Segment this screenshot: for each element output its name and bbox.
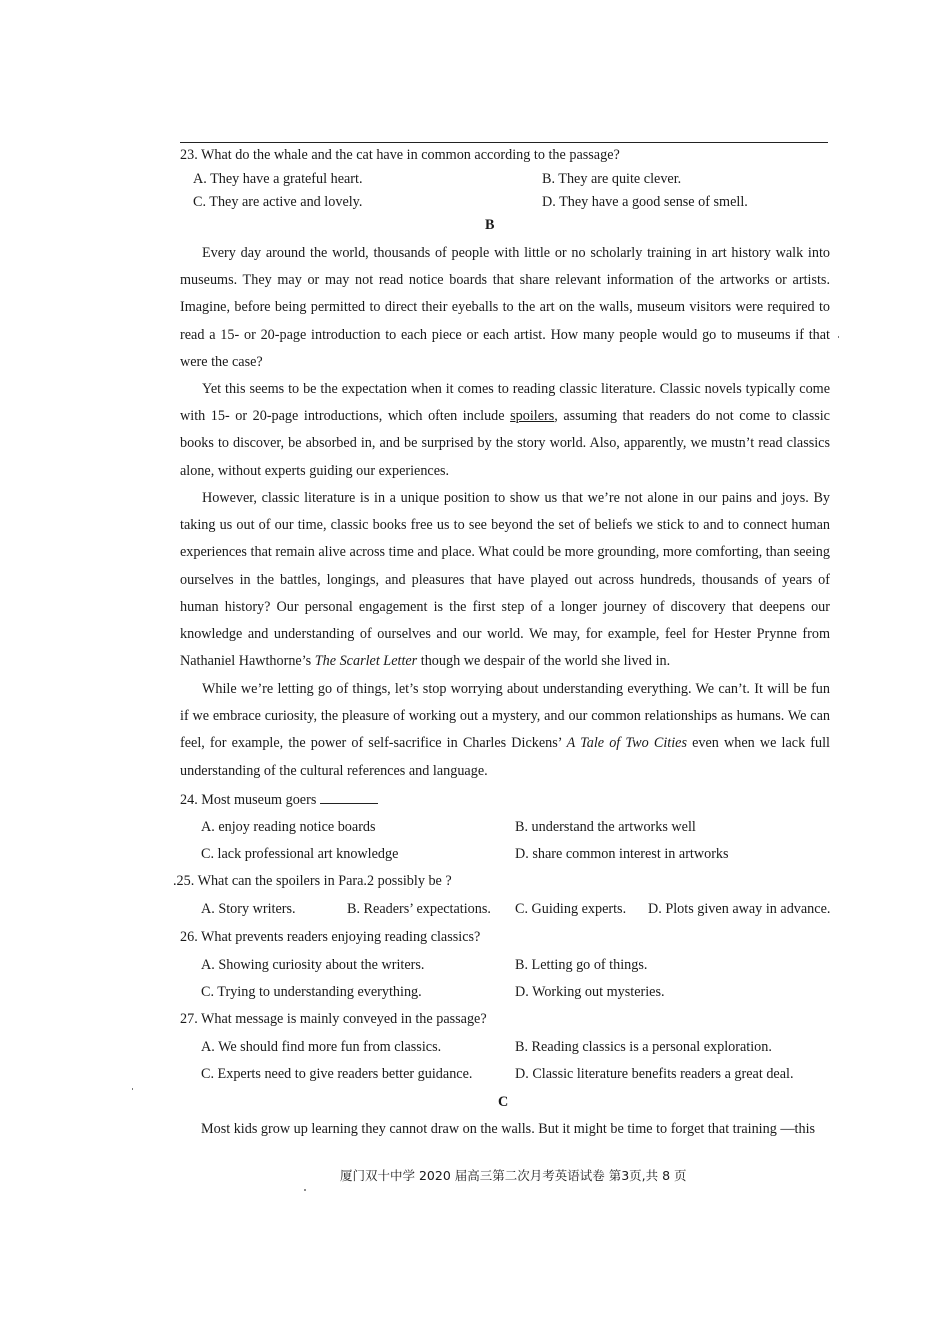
q23-stem: 23. What do the whale and the cat have in common according to the passage? — [180, 147, 620, 163]
q24-option-d: D. share common interest in artworks — [515, 846, 729, 862]
passage-b-paragraph-2-text-end: , assuming that readers do not come to classic books to discover, be absorbed in, and be surprised by the story world. Also, apparently, we mustn’t read classics alone, without experts guiding our experiences. — [180, 408, 830, 479]
passage-b-paragraph-2 — [180, 376, 830, 485]
passage-b-paragraph-3-text-end: though we despair of the world she lived in. — [417, 653, 671, 670]
q25-stem: .25. What can the spoilers in Para.2 possibly be ? — [173, 873, 452, 889]
q25-option-a: A. Story writers. — [201, 901, 296, 917]
q24-stem-text: 24. Most museum goers — [180, 792, 317, 808]
passage-b-paragraph-2-text-start: Yet this seems to be the expectation when it comes to reading classic literature. Classic novels typically come with 15- or 20-page introductions, which often include — [180, 381, 830, 425]
passage-b-paragraph-4-text-start: While we’re letting go of things, let’s stop worrying about understanding everything. We can’t. It will be fun if we embrace curiosity, the pleasure of working out a mystery, and our common relationships as humans. We can feel, for example, the power of self-sacrifice in Charles Dickens’ — [180, 681, 830, 752]
section-c-heading: C — [498, 1094, 509, 1110]
q24-option-b: B. understand the artworks well — [515, 819, 696, 835]
header-rule — [180, 142, 828, 143]
book-title-tale-of-two-cities: A Tale of Two Cities — [566, 735, 687, 752]
q23-option-b: B. They are quite clever. — [542, 171, 682, 187]
passage-b-paragraph-4 — [180, 676, 830, 785]
q23-option-d: D. They have a good sense of smell. — [542, 194, 748, 210]
passage-c-paragraph-1: Most kids grow up learning they cannot draw on the walls. But it might be time to forget that training —this — [201, 1121, 816, 1137]
scan-speck — [838, 336, 839, 338]
q23-option-a: A. They have a grateful heart. — [193, 171, 363, 187]
q23-option-c: C. They are active and lovely. — [193, 194, 363, 210]
q26-option-b: B. Letting go of things. — [515, 957, 648, 973]
q24-option-c: C. lack professional art knowledge — [201, 846, 399, 862]
section-b-heading: B — [485, 217, 495, 233]
q26-option-d: D. Working out mysteries. — [515, 984, 665, 1000]
q27-stem: 27. What message is mainly conveyed in the passage? — [180, 1011, 487, 1027]
q27-option-d: D. Classic literature benefits readers a great deal. — [515, 1066, 794, 1082]
q24-option-a: A. enjoy reading notice boards — [201, 819, 376, 835]
q27-option-b: B. Reading classics is a personal exploration. — [515, 1039, 772, 1055]
passage-b-paragraph-3-text-start: However, classic literature is in a unique position to show us that we’re not alone in our pains and joys. By taking us out of our time, classic books free us to see beyond the set of beliefs we stick to and to connect human experiences that remain alive across time and place. What could be more grounding, more comforting, than seeing ourselves in the battles, longings, and pleasures that have played out across hundreds, thousands of years of human history? Our personal engagement is the first step of a longer journey of discovery that deepens our knowledge and understanding of ourselves and our world. We may, for example, feel for Hester Prynne from Nathaniel Hawthorne’s — [180, 490, 830, 670]
answer-blank — [320, 791, 378, 804]
passage-b-paragraph-3 — [180, 485, 830, 675]
scan-speck — [132, 1088, 133, 1090]
book-title-scarlet-letter: The Scarlet Letter — [314, 653, 418, 670]
q27-option-a: A. We should find more fun from classics. — [201, 1039, 442, 1055]
passage-b-paragraph-1: Every day around the world, thousands of people with little or no scholarly training in art history walk into museums. They may or may not read notice boards that share relevant information of the artworks or artists. Imagine, before being permitted to direct their eyeballs to the art on the walls, museum visitors were required to read a 15- or 20-page introduction to each piece or each artist. How many people would go to museums if that were the case? — [180, 245, 830, 370]
q27-option-c: C. Experts need to give readers better guidance. — [201, 1066, 473, 1082]
scan-speck — [304, 1189, 306, 1191]
q26-option-c: C. Trying to understanding everything. — [201, 984, 422, 1000]
q25-option-b: B. Readers’ expectations. — [347, 901, 491, 917]
q25-option-c: C. Guiding experts. — [515, 901, 627, 917]
q26-option-a: A. Showing curiosity about the writers. — [201, 957, 425, 973]
passage-b-paragraph-4-text-end: even when we lack full understanding of the cultural references and language. — [180, 735, 830, 779]
page-footer: 厦门双十中学 2020 届高三第二次月考英语试卷 第3页,共 8 页 — [340, 1168, 687, 1183]
q26-stem: 26. What prevents readers enjoying reading classics? — [180, 929, 481, 945]
spoilers-term: spoilers — [510, 408, 555, 425]
q24-stem — [180, 791, 378, 809]
q25-option-d: D. Plots given away in advance. — [648, 901, 831, 917]
